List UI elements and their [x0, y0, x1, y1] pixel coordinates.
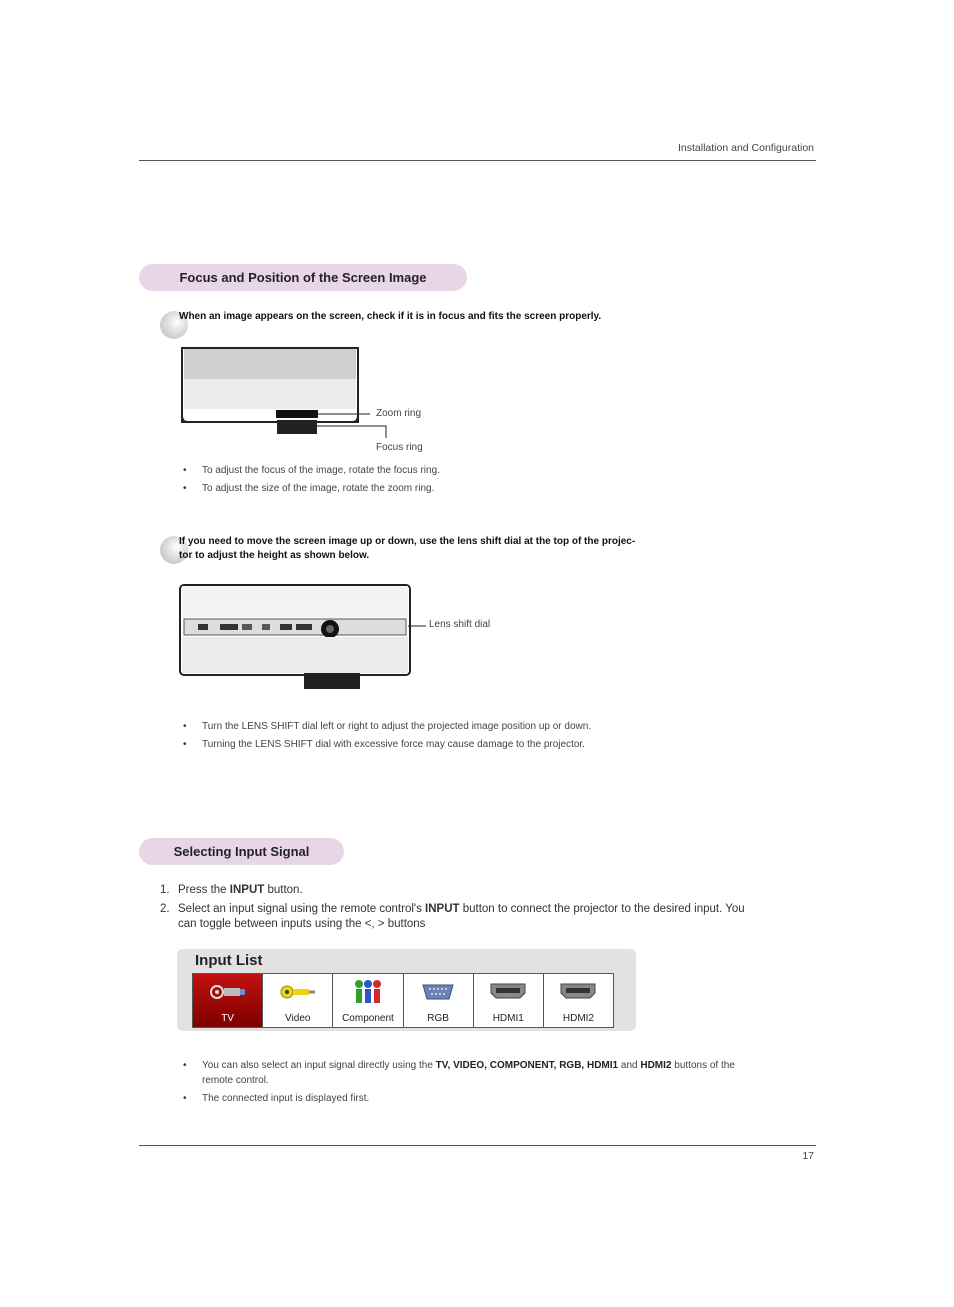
input-list-title: Input List	[195, 952, 263, 969]
list-item: • You can also select an input signal directly using the TV, VIDEO, COMPONENT, RGB, HDMI1 and HDMI2 buttons of the remote control.	[180, 1058, 760, 1088]
list-item: • Turning the LENS SHIFT dial with excessive force may cause damage to the projector.	[180, 737, 800, 752]
running-header: Installation and Configuration	[677, 142, 814, 154]
input-rgb[interactable]: RGB	[404, 974, 474, 1027]
input-notes	[180, 1058, 760, 1109]
input-hdmi1[interactable]: HDMI1	[474, 974, 544, 1027]
input-list-row	[192, 973, 614, 1028]
hdmi-port-icon	[560, 982, 596, 1000]
list-item: • Turn the LENS SHIFT dial left or right to adjust the projected image position up or down.	[180, 719, 800, 734]
input-hdmi2[interactable]: HDMI2	[544, 974, 613, 1027]
input-steps	[160, 883, 760, 936]
input-list-panel	[177, 949, 636, 1031]
page-number: 17	[802, 1150, 814, 1162]
header-rule	[139, 160, 816, 161]
section-title-input: Selecting Input Signal	[139, 838, 344, 865]
zoom-ring-label: Zoom ring	[376, 408, 422, 419]
input-component[interactable]: Component	[333, 974, 403, 1027]
step2-instruction: If you need to move the screen image up or down, use the lens shift dial at the top of the projec- tor to adjust the height as shown below.	[179, 536, 636, 561]
lens-bullets	[180, 719, 800, 755]
focus-ring-label: Focus ring	[376, 442, 423, 453]
list-item: • The connected input is displayed first.	[180, 1091, 760, 1106]
list-item: • To adjust the focus of the image, rotate the focus ring.	[180, 463, 780, 478]
projector-lens-diagram	[178, 346, 438, 438]
input-video[interactable]: Video	[263, 974, 333, 1027]
focus-bullets	[180, 463, 780, 499]
list-item: • To adjust the size of the image, rotate the zoom ring.	[180, 481, 780, 496]
step1-instruction: When an image appears on the screen, check if it is in focus and fits the screen properly.	[179, 311, 602, 322]
input-tv[interactable]: TV	[193, 974, 263, 1027]
zoom-ring	[276, 410, 318, 418]
footer-rule	[139, 1145, 816, 1146]
component-jacks-icon	[353, 979, 383, 1005]
step-row: 2. Select an input signal using the remote control's INPUT button to connect the projector to the desired input. You can toggle between inputs using the <, > buttons	[160, 903, 745, 930]
hdmi-port-icon	[490, 982, 526, 1000]
lens-shift-label: Lens shift dial	[429, 619, 491, 630]
rca-video-icon	[280, 982, 316, 1002]
section-title-focus: Focus and Position of the Screen Image	[139, 264, 467, 291]
step-row: 1. Press the INPUT button.	[160, 884, 303, 896]
vga-port-icon	[421, 982, 455, 1002]
projector-top-diagram	[176, 583, 496, 691]
focus-ring	[277, 420, 317, 434]
antenna-jack-icon	[210, 982, 246, 1002]
